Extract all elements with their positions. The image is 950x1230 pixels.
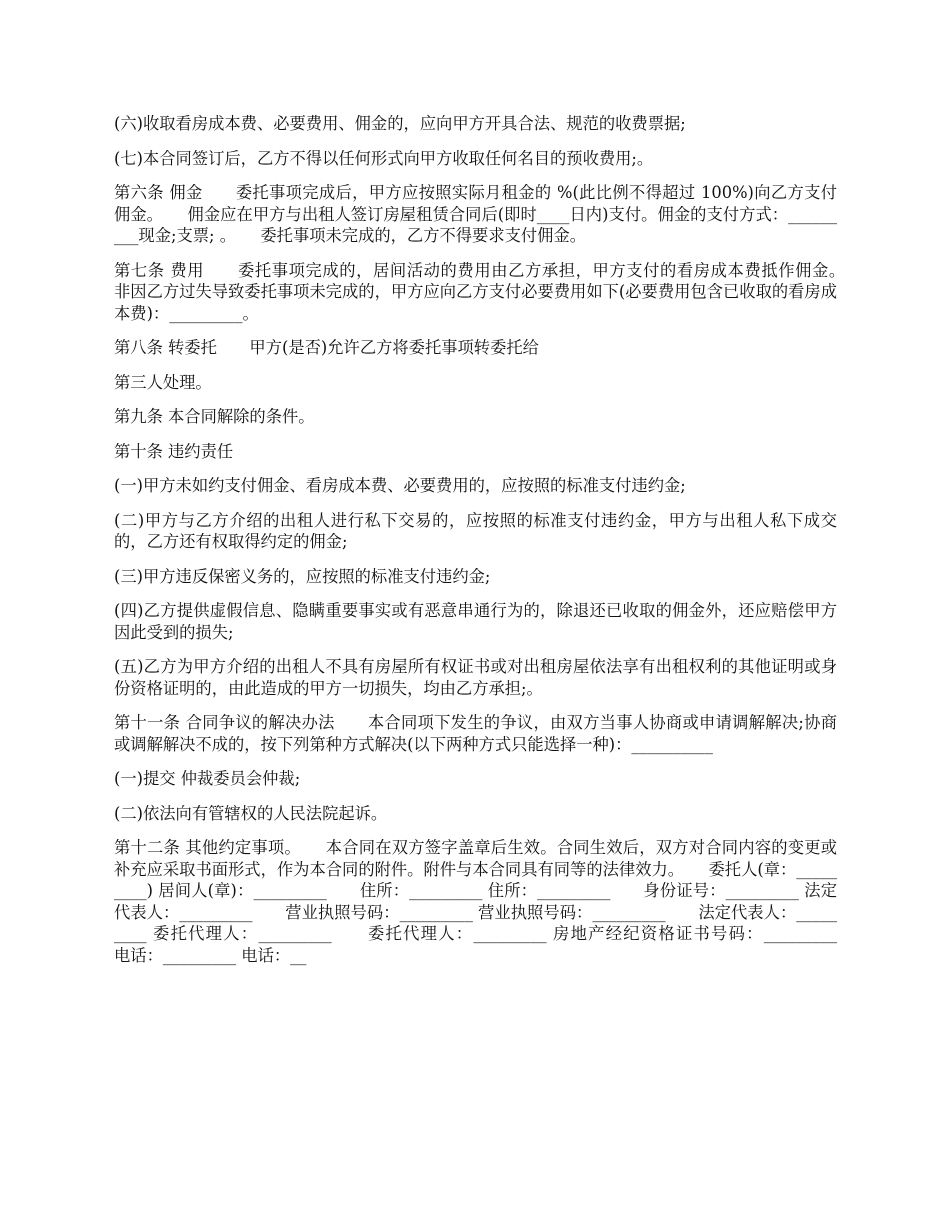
article-12-other-and-signatures: 第十二条 其他约定事项。 本合同在双方签字盖章后生效。合同生效后，双方对合同内容的变更或补充应采取书面形式，作为本合同的附件。附件与本合同具有同等的法律效力。 委托人(章：_________) 居间人(章)：_________ 住所：_________ 住所：_________ 身份证号：_________ 法定代表人：_________ 营业执照号码：_________ 营业执照号码：_________ 法定代表人：_________ 委托代理人：_________ 委托代理人：_________ 房地产经纪资格证书号码：_________ 电话：_________ 电话：__ [114,838,870,965]
clause-6-receipt: (六)收取看房成本费、必要费用、佣金的，应向甲方开具合法、规范的收费票据; [114,114,686,133]
article-6-commission: 第六条 佣金 委托事项完成后，甲方应按照实际月租金的 %(此比例不得超过 100%)向乙方支付佣金。 佣金应在甲方与出租人签订房屋租赁合同后(即时____日内)支付。佣金的支付方式：_________现金;支票; 。 委托事项未完成的，乙方不得要求支付佣金。 [114,183,837,245]
clause-7-no-prepayment: (七)本合同签订后，乙方不得以任何形式向甲方收取任何名目的预收费用;。 [114,148,654,168]
article-11-option-1: (一)提交 仲裁委员会仲裁; [114,769,301,788]
article-9-termination: 第九条 本合同解除的条件。 [114,407,315,426]
article-10-item-5: (五)乙方为甲方介绍的出租人不具有房屋所有权证书或对出租房屋依法享有出租权利的其他证明或身份资格证明的，由此造成的甲方一切损失，均由乙方承担;。 [114,657,837,698]
article-10-item-3: (三)甲方违反保密义务的，应按照的标准支付违约金; [114,566,491,586]
article-10-item-2: (二)甲方与乙方介绍的出租人进行私下交易的，应按照的标准支付违约金，甲方与出租人私下成交的，乙方还有权取得约定的佣金; [114,510,837,551]
article-8-subdelegation: 第八条 转委托 甲方(是否)允许乙方将委托事项转委托给 [114,338,539,357]
article-8-continuation: 第三人处理。 [114,372,212,392]
article-11-dispute: 第十一条 合同争议的解决办法 本合同项下发生的争议，由双方当事人协商或申请调解解决;协商或调解解决不成的，按下列第种方式解决(以下两种方式只能选择一种)：__________ [114,713,837,754]
article-10-heading: 第十条 违约责任 [114,441,234,461]
document-page [114,113,870,979]
article-11-option-2: (二)依法向有管辖权的人民法院起诉。 [114,803,388,823]
article-7-expenses: 第七条 费用 委托事项完成的，居间活动的费用由乙方承担，甲方支付的看房成本费抵作佣金。 非因乙方过失导致委托事项未完成的，甲方应向乙方支付必要费用如下(必要费用包含已收取的看房成本费)：_________。 [114,260,870,323]
article-10-item-1: (一)甲方未如约支付佣金、看房成本费、必要费用的，应按照的标准支付违约金; [114,476,686,495]
article-10-item-4: (四)乙方提供虚假信息、隐瞒重要事实或有恶意串通行为的，除退还已收取的佣金外，还应赔偿甲方因此受到的损失; [114,601,837,642]
